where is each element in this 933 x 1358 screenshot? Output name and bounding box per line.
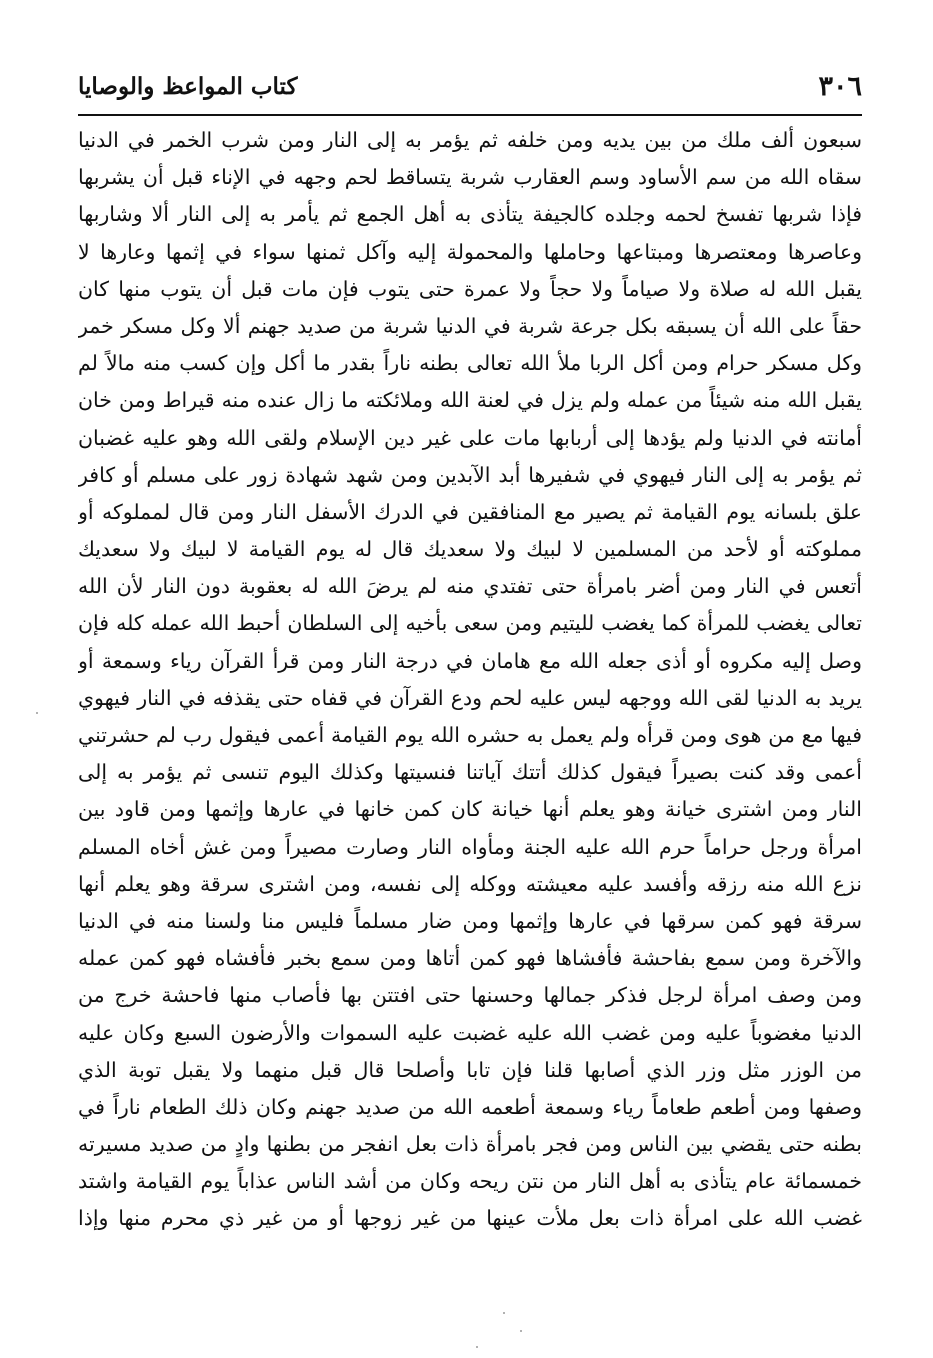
- text-line: حقاً على الله أن يسبقه بكل جرعة شربة في الدنيا شربة من صديد جهنم ألا وكل مسكر خمر: [78, 313, 862, 338]
- header-divider: [78, 114, 862, 116]
- text-line: النار ومن اشترى خيانة وهو يعلم أنها خيانة كان كمن خانها في عارها وإثمها ومن قاود بين: [78, 797, 862, 822]
- text-line: يقبل الله له صلاة ولا صياماً ولا حجاً ولا عمرة حتى يتوب فإن مات قبل أن يتوب منها كان: [78, 276, 862, 301]
- text-line: مملوكته أو لأحد من المسلمين لا لبيك ولا سعديك قال له يوم القيامة لا لبيك ولا سعديك: [78, 537, 862, 562]
- text-line: وكل مسكر حرام ومن أكل الربا ملأ الله تعالى بطنه ناراً بقدر ما أكل وإن كسب منه مالاً لم: [78, 351, 862, 376]
- running-title: كتاب المواعظ والوصايا: [78, 72, 298, 100]
- text-line: يريد به الدنيا لقى الله ووجهه ليس عليه لحم ودع القرآن في قفاه حتى يقذفه في النار فيهوي: [78, 685, 862, 710]
- text-line: من الوزر مثل وزر الذي أصابها قلنا فإن تابا وأصلحا قال قبل منهما ولا يقبل توبة الذي: [78, 1057, 862, 1082]
- page-number: ٣٠٦: [818, 70, 862, 102]
- text-line: ثم يؤمر به إلى النار فيهوي في شفيرها أبد الآبدين ومن شهد شهادة زور على مسلم أو كافر: [78, 462, 862, 487]
- scan-speck: [476, 1346, 478, 1348]
- text-line: فإذا شربها تفسخ لحمه وجلده كالجيفة يتأذى به أهل الجمع ثم يأمر به إلى النار ألا وشاربها: [78, 202, 862, 227]
- text-line: والآخرة ومن سمع بفاحشة فأفشاها فهو كمن أتاها ومن سمع بخبر فأفشاه فهو كمن عمله: [78, 946, 862, 971]
- scan-speck: [36, 712, 38, 714]
- text-line: أمانته في الدنيا ولم يؤدها إلى أربابها مات على غير دين الإسلام ولقى الله وهو عليه غضبان: [78, 425, 862, 450]
- text-line: وعاصرها ومعتصرها ومبتاعها وحاملها والمحمولة إليه وآكل ثمنها سواء في إثمها وعارها لا: [78, 239, 862, 264]
- text-line: سرقة فهو كمن سرقها في عارها وإثمها ومن ضار مسلماً فليس منا ولسنا منه في الدنيا: [78, 908, 862, 933]
- text-line: سقاه الله من سم الأساود وسم العقارب شربة يتساقط لحم وجهه في الإناء قبل أن يشربها: [78, 165, 862, 190]
- text-line: سبعون ألف ملك من بين يديه ومن خلفه ثم يؤمر به إلى النار ومن شرب الخمر في الدنيا: [78, 128, 862, 152]
- text-line: خمسمائة عام يتأذى به أهل النار من نتن ريحه وكان من أشد الناس عذاباً يوم القيامة واشتد: [78, 1169, 862, 1194]
- text-line: بطنه حتى يقضي بين الناس ومن فجر بامرأة ذات بعل انفجر من بطنها وادٍ من صديد مسيرته: [78, 1132, 862, 1157]
- body-text: [78, 122, 862, 1238]
- text-line: تعالى يغضب للمرأة كما يغضب لليتيم ومن سعى بأخيه إلى السلطان أحبط الله عمله كله فإن: [78, 611, 862, 636]
- text-line: أتعس في النار ومن أضر بامرأة حتى تفتدي منه لم يرضَ الله له بعقوبة دون النار لأن الله: [78, 574, 862, 599]
- page-header: [78, 66, 862, 106]
- text-line: ومن وصف امرأة لرجل فذكر جمالها وحسنها حتى افتتن بها فأصاب منها فاحشة خرج من: [78, 983, 862, 1008]
- text-line: يقبل الله منه شيئاً من عمله ولم يزل في لعنة الله وملائكته ما زال عنده منه قيراط ومن خان: [78, 388, 862, 413]
- text-line: نزع الله منه رزقه وأفسد عليه معيشته ووكله إلى نفسه، ومن اشترى سرقة وهو يعلم أنها: [78, 871, 862, 896]
- text-line: الدنيا مغضوباً عليه ومن غضب الله عليه غضبت عليه السموات والأرضون السبع وكان عليه: [78, 1020, 862, 1045]
- text-line: أعمى وقد كنت بصيراً فيقول كذلك أتتك آياتنا فنسيتها وكذلك اليوم تنسى ثم يؤمر به إلى: [78, 760, 862, 785]
- text-line: فيها مع من هوى ومن قرأه ولم يعمل به حشره الله يوم القيامة أعمى فيقول رب لم حشرتني: [78, 723, 862, 747]
- text-line: غضب الله على امرأة ذات بعل ملأت عينها من غير زوجها أو من غير ذي محرم منها وإذا: [78, 1206, 862, 1231]
- scan-speck: [520, 1330, 522, 1332]
- text-line: وصفها ومن أطعم طعاماً رياء وسمعة أطعمه الله من صديد جهنم وكان ذلك الطعام ناراً في: [78, 1094, 862, 1119]
- text-line: وصل إليه مكروه أو أذى جعله الله مع هامان في درجة النار ومن قرأ القرآن رياء وسمعة أو: [78, 648, 862, 673]
- scan-speck: [503, 1312, 505, 1314]
- text-line: علق بلسانه يوم القيامة ثم يصير مع المنافقين في الدرك الأسفل النار ومن قال لمملوكه أو: [78, 499, 862, 524]
- text-line: امرأة ورجل حراماً حرم الله عليه الجنة ومأواه النار وصارت مصيراً ومن غش أخاه المسلم: [78, 834, 862, 859]
